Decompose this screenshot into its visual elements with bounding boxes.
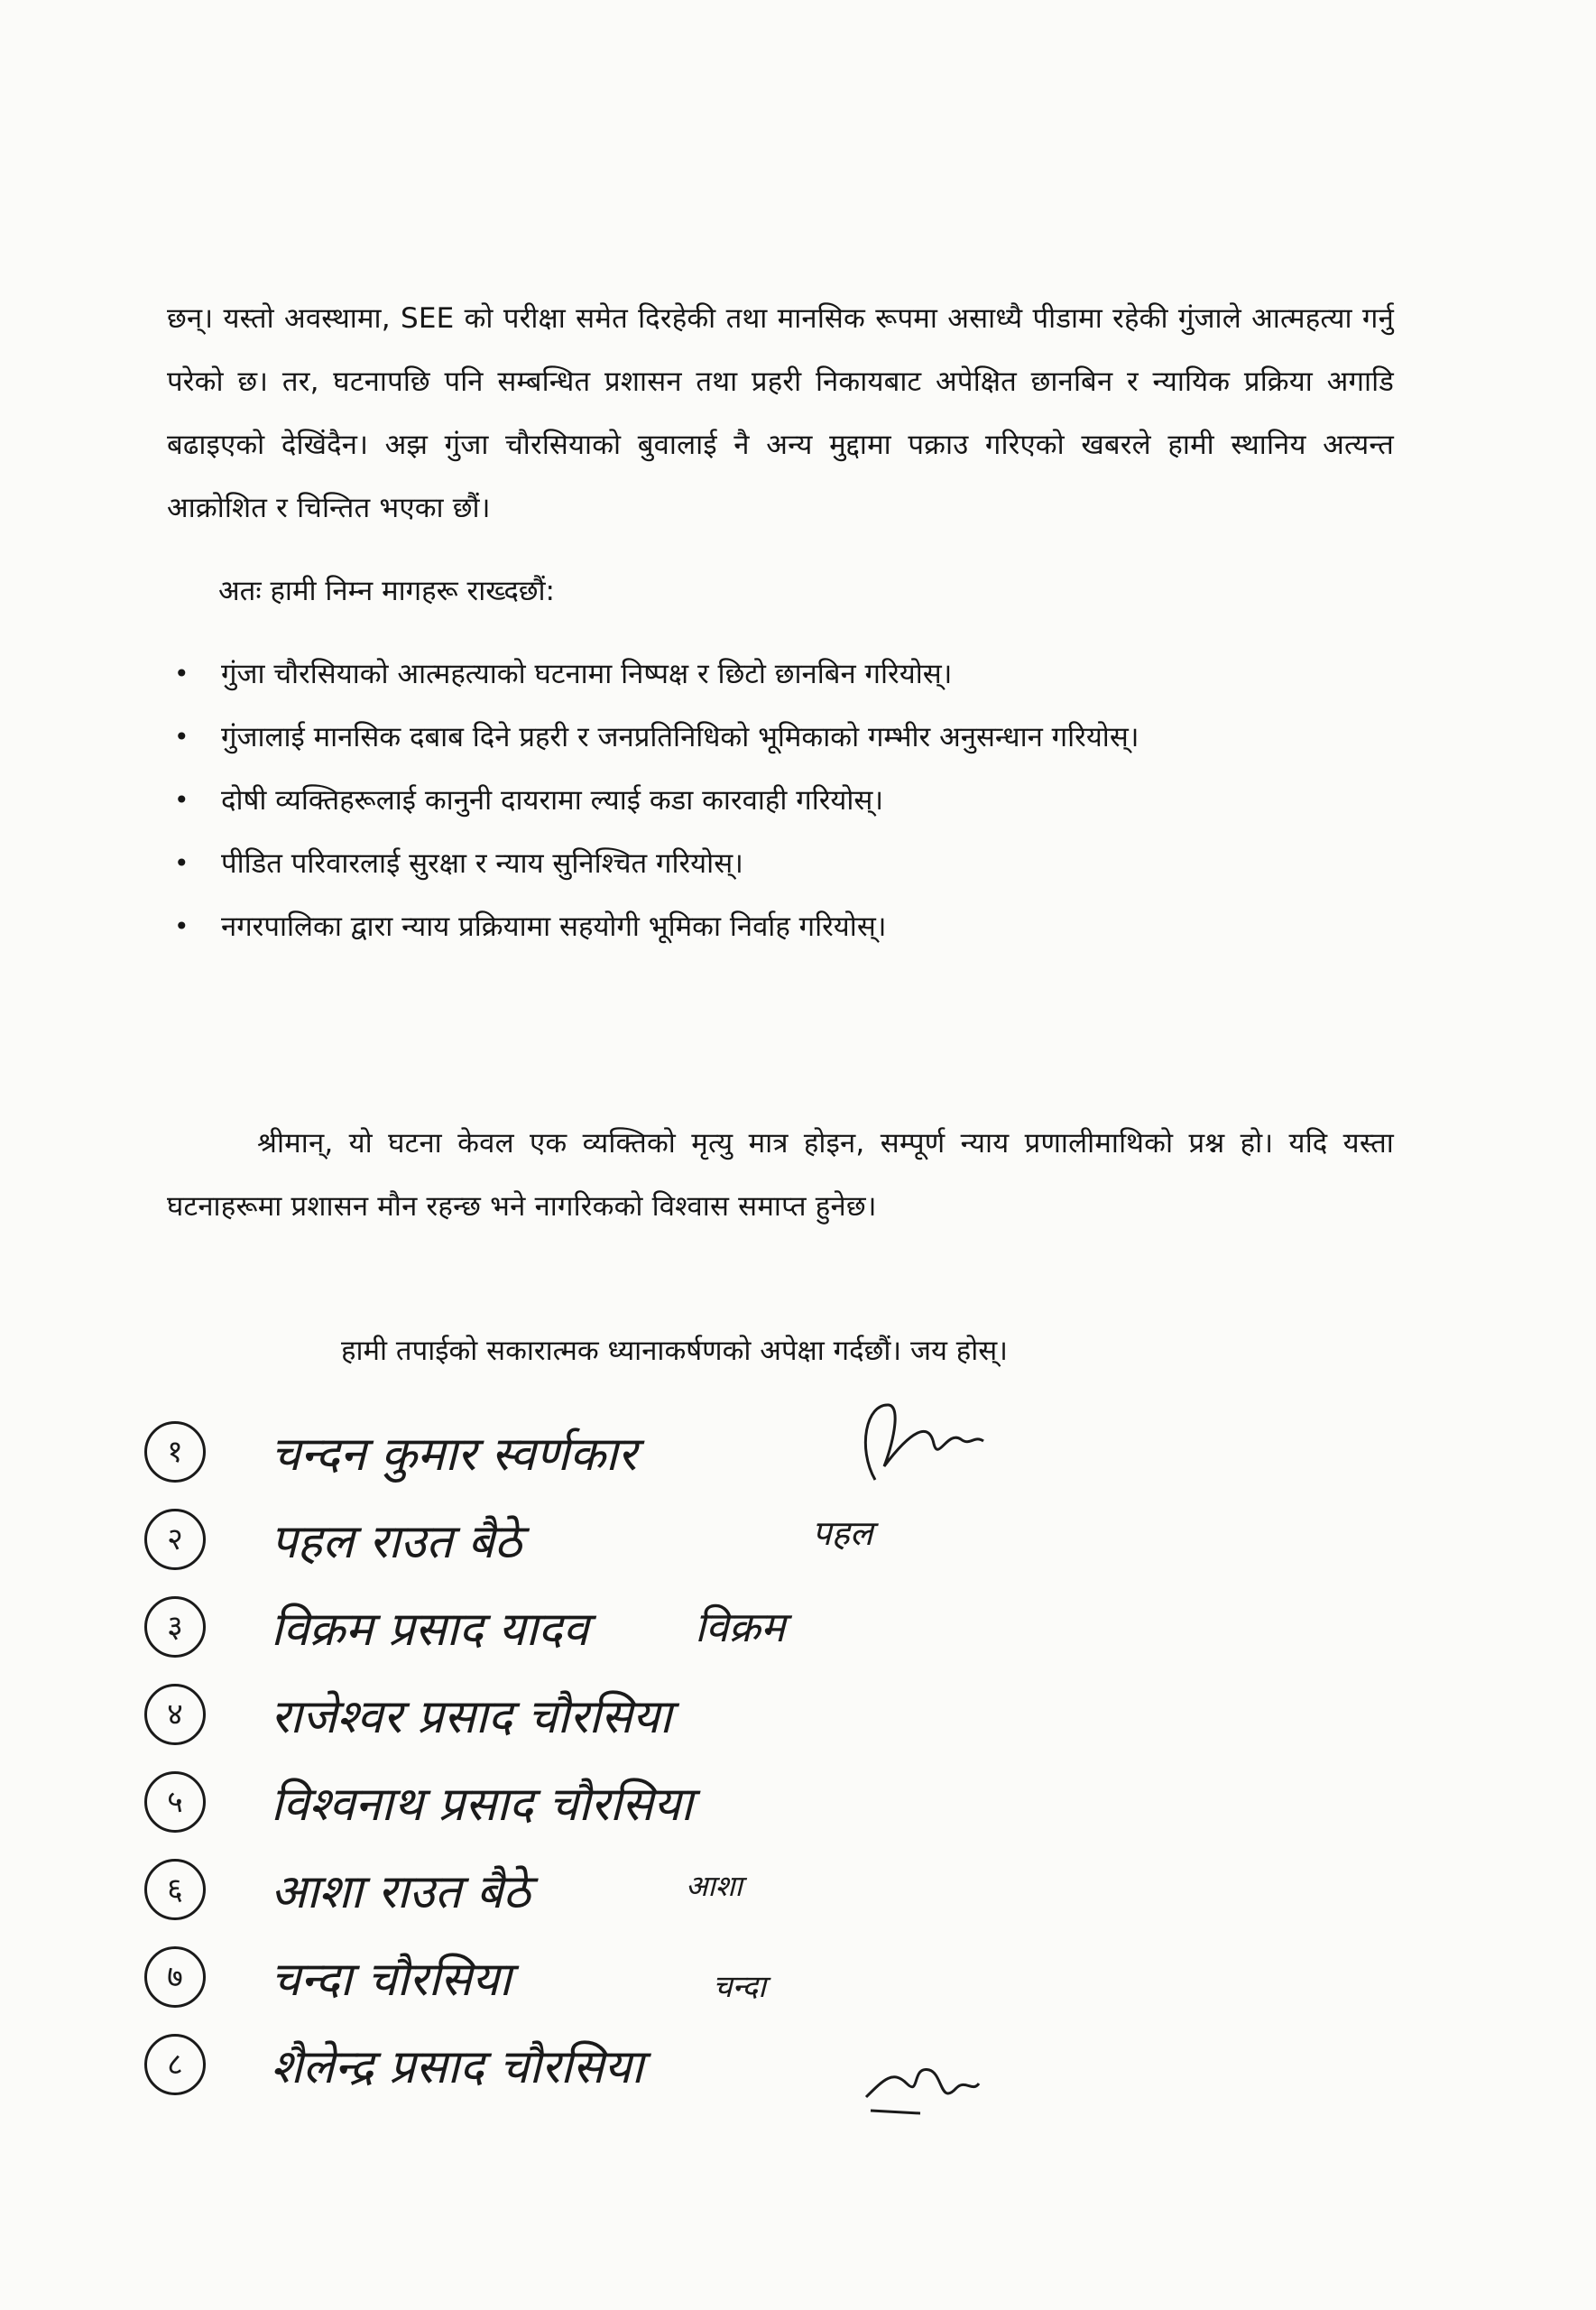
signatory-name: विश्वनाथ प्रसाद चौरसिया bbox=[271, 1778, 693, 1832]
signature-row bbox=[135, 1412, 1038, 1499]
signature-number: २ bbox=[144, 1509, 206, 1570]
paragraph-appeal-text: श्रीमान्, यो घटना केवल एक व्यक्तिको मृत्यु मात्र होइन, सम्पूर्ण न्याय प्रणालीमाथिको प्रश्न हो। यदि यस्ता घटनाहरूमा प्रशासन मौन रहन्छ भने नागरिकको विश्वास समाप्त हुनेछ। bbox=[167, 1127, 1394, 1223]
signature-row bbox=[135, 1937, 1038, 2024]
bullet-icon: • bbox=[174, 722, 189, 752]
signature-number: ७ bbox=[144, 1946, 206, 2008]
signature-list bbox=[135, 1412, 1038, 2134]
bullet-icon: • bbox=[174, 848, 189, 878]
demand-text: पीडित परिवारलाई सुरक्षा र न्याय सुनिश्चित गरियोस्। bbox=[221, 847, 743, 880]
demands-list bbox=[167, 642, 1340, 958]
demand-item bbox=[167, 642, 1340, 706]
signature-row bbox=[135, 1587, 1038, 1674]
signatory-name: विक्रम प्रसाद यादव bbox=[271, 1603, 589, 1657]
signatory-name: राजेश्वर प्रसाद चौरसिया bbox=[271, 1690, 672, 1744]
signature-number: ६ bbox=[144, 1859, 206, 1920]
signature-number: ३ bbox=[144, 1596, 206, 1658]
demand-item bbox=[167, 895, 1340, 958]
signature-scribble-icon bbox=[857, 2043, 983, 2124]
paragraph-situation: छन्। यस्तो अवस्थामा, SEE को परीक्षा समेत दिरहेकी तथा मानसिक रूपमा असाध्यै पीडामा रहेकी गुंजाले आत्महत्या गर्नु परेको छ। तर, घटनापछि पनि सम्बन्धित प्रशासन तथा प्रहरी निकायबाट अपेक्षित छानबिन र न्यायिक प्रक्रिया अगाडि बढाइएको देखिंदैन। अझ गुंजा चौरसियाको बुवालाई नै अन्य मुद्दामा पक्राउ गरिएको खबरले हामी स्थानिय अत्यन्त आक्रोशित र चिन्तित भएका छौं। bbox=[167, 302, 1394, 524]
demand-item bbox=[167, 832, 1340, 895]
signature-row bbox=[135, 2025, 1038, 2111]
demand-text: दोषी व्यक्तिहरूलाई कानुनी दायरामा ल्याई कडा कारवाही गरियोस्। bbox=[221, 784, 884, 817]
closing-line: हामी तपाईको सकारात्मक ध्यानाकर्षणको अपेक्षा गर्दछौं। जय होस्। bbox=[341, 1335, 1008, 1367]
signature-row bbox=[135, 1675, 1038, 1761]
demand-item bbox=[167, 769, 1340, 832]
signature-number: १ bbox=[144, 1421, 206, 1483]
signature-mark: आशा bbox=[686, 1869, 743, 1903]
signature-mark: चन्दा bbox=[713, 1969, 766, 2005]
demand-text: गुंजालाई मानसिक दबाब दिने प्रहरी र जनप्रतिनिधिको भूमिकाको गम्भीर अनुसन्धान गरियोस्। bbox=[221, 721, 1139, 753]
signatory-name: शैलेन्द्र प्रसाद चौरसिया bbox=[271, 2040, 644, 2094]
demand-text: नगरपालिका द्वारा न्याय प्रक्रियामा सहयोगी भूमिका निर्वाह गरियोस्। bbox=[221, 910, 887, 943]
signature-number: ४ bbox=[144, 1684, 206, 1745]
signature-mark: विक्रम bbox=[695, 1603, 786, 1651]
signature-number: ५ bbox=[144, 1771, 206, 1833]
demands-intro: अतः हामी निम्न मागहरू राख्दछौं: bbox=[218, 575, 556, 607]
signature-mark: पहल bbox=[812, 1513, 873, 1553]
signature-row bbox=[135, 1500, 1038, 1586]
bullet-icon: • bbox=[174, 785, 189, 815]
signature-row bbox=[135, 1850, 1038, 1936]
signatory-name: चन्दा चौरसिया bbox=[271, 1953, 512, 2007]
signature-row bbox=[135, 1762, 1038, 1849]
signature-number: ८ bbox=[144, 2034, 206, 2095]
signatory-name: पहल राउत बैठे bbox=[271, 1515, 522, 1569]
demand-item bbox=[167, 706, 1340, 769]
demand-text: गुंजा चौरसियाको आत्महत्याको घटनामा निष्पक्ष र छिटो छानबिन गरियोस्। bbox=[221, 658, 953, 690]
signatory-name: आशा राउत बैठे bbox=[271, 1865, 530, 1919]
bullet-icon: • bbox=[174, 911, 189, 941]
bullet-icon: • bbox=[174, 659, 189, 688]
signatory-name: चन्दन कुमार स्वर्णकार bbox=[271, 1428, 637, 1482]
paragraph-appeal bbox=[167, 1112, 1394, 1238]
signature-scribble-icon bbox=[848, 1394, 992, 1493]
